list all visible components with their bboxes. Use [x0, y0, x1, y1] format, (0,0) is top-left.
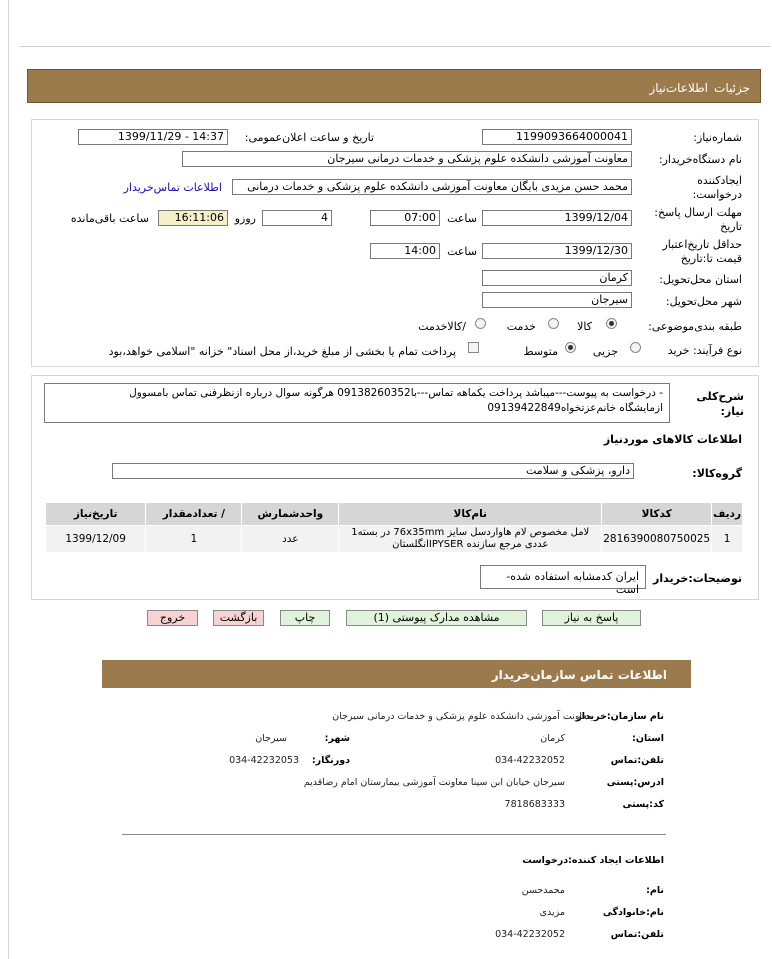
- contact-address-label: ادرس‌:پستی: [606, 777, 664, 788]
- category-label: طبقه بندی‌موضوعی:: [648, 320, 742, 333]
- creator-phone-label: تلفن‌:تماس: [610, 929, 664, 940]
- contact-city-label: شهر:: [324, 733, 350, 744]
- category-service-label: خدمت: [506, 320, 536, 333]
- buyer-notes-box: ایران کدمشابه استفاده شده-است: [480, 565, 646, 589]
- need-number-label: شماره‌نیاز:: [693, 131, 742, 144]
- creator-name-value: محمدحسن: [521, 885, 565, 896]
- table-row: [46, 526, 743, 553]
- remaining-time-field: 16:11:06: [158, 210, 228, 226]
- cell-name-line-1: لامل مخصوص لام هاواردسل سایز 76x35mm در بسته1: [351, 527, 590, 538]
- contact-fax-label: دورنگار:: [311, 755, 350, 766]
- days-field: 4: [262, 210, 332, 226]
- goods-group-label: گروه‌کالا:: [692, 467, 742, 480]
- cell-qty: 1: [146, 526, 242, 553]
- category-goods-label: کالا: [577, 320, 592, 333]
- price-valid-time-label: ساعت: [447, 245, 477, 258]
- contact-postal-label: کد:پستی: [622, 799, 664, 810]
- col-date: تاریخ‌نیاز: [46, 503, 146, 526]
- buyer-org-field: معاونت آموزشی دانشکده علوم پزشکی و خدمات درمانی سیرجان: [182, 151, 632, 167]
- treasury-payment-note: پرداخت تمام یا بخشی از مبلغ خرید،از محل اسناد" خزانه "اسلامی خواهد،بود: [108, 345, 456, 358]
- left-border-line: [8, 0, 9, 959]
- reply-to-need-button[interactable]: پاسخ به نیاز: [542, 610, 641, 626]
- org-name-label: نام سازمان:خریدار: [576, 711, 664, 722]
- reply-date-field: 1399/12/04: [482, 210, 632, 226]
- category-service-radio[interactable]: [548, 318, 559, 329]
- contact-fax-value: 034-42232053: [229, 755, 299, 766]
- cell-name: [339, 526, 602, 553]
- cell-date: 1399/12/09: [46, 526, 146, 553]
- contact-province-label: استان:: [632, 733, 664, 744]
- cell-row: 1: [712, 526, 743, 553]
- process-type-label: نوع فرآیند: خرید: [667, 344, 742, 357]
- contact-province-value: کرمان: [540, 733, 565, 744]
- org-name-value: معاونت آموزشی دانشکده علوم پزشکی و خدمات درمانی سیرجان: [332, 711, 592, 722]
- tab-details[interactable]: جزئیات: [714, 81, 750, 95]
- buyer-org-label: نام دستگاه‌خریدار:: [658, 153, 742, 166]
- items-table: [45, 502, 743, 553]
- creator-family-label: نام‌:خانوادگی: [602, 907, 664, 918]
- city-field: سیرجان: [482, 292, 632, 308]
- contact-address-value: سیرجان خیابان ابن سینا معاونت آموزشی بیمارستان امام رضاقدیم: [303, 777, 565, 788]
- creator-info-title: اطلاعات ایجاد کننده:درخواست: [522, 855, 664, 866]
- process-partial-radio[interactable]: [630, 342, 641, 353]
- description-label-2: نیاز:: [720, 405, 744, 418]
- announce-date-label: تاریخ و ساعت اعلان‌عمومی:: [244, 131, 374, 144]
- price-valid-label-1: حداقل تاریخ‌اعتبار: [662, 238, 742, 251]
- col-qty: / تعدادمقدار: [146, 503, 242, 526]
- back-button[interactable]: بازگشت: [213, 610, 264, 626]
- announce-date-field: 1399/11/29 - 14:37: [78, 129, 228, 145]
- contact-city-value: سیرجان: [255, 733, 287, 744]
- category-both-radio[interactable]: [475, 318, 486, 329]
- exit-button[interactable]: خروج: [147, 610, 198, 626]
- col-name: نام‌کالا: [339, 503, 602, 526]
- items-section-title: اطلاعات کالاهای موردنیاز: [603, 433, 742, 446]
- creator-label-1: ایجادکننده: [697, 174, 742, 187]
- cell-unit: عدد: [242, 526, 339, 553]
- contact-divider: [122, 834, 666, 835]
- creator-phone-value: 034-42232052: [495, 929, 565, 940]
- reply-deadline-label-2: تاریخ: [720, 220, 742, 233]
- page-header-bar: [27, 69, 761, 103]
- description-line-1: - درخواست به پیوست---میباشد پرداخت یکماهه تماس---با09138260352 هرگونه سوال درباره ازنظرفنی تماس بامسوول: [129, 387, 663, 399]
- creator-label-2: درخواست:: [692, 188, 742, 201]
- top-divider: [20, 46, 770, 47]
- process-medium-radio[interactable]: [565, 342, 576, 353]
- items-table-header: [46, 503, 743, 526]
- cell-code: 2816390080750025: [602, 526, 712, 553]
- view-attachments-button[interactable]: مشاهده مدارک پیوستی (1): [346, 610, 527, 626]
- description-box: [44, 383, 670, 423]
- contact-phone-label: تلفن‌:تماس: [610, 755, 664, 766]
- days-label: روزو: [234, 212, 256, 225]
- category-goods-radio[interactable]: [606, 318, 617, 329]
- col-code: کدکالا: [602, 503, 712, 526]
- remaining-time-label: ساعت باقی‌مانده: [70, 212, 149, 225]
- reply-time-label: ساعت: [447, 212, 477, 225]
- cell-name-line-2: عددی مرجع سازنده IPYSERانگلستان: [392, 539, 549, 550]
- description-line-2: ازمایشگاه خانم‌عزتخواه09139422849: [487, 402, 663, 414]
- price-valid-date-field: 1399/12/30: [482, 243, 632, 259]
- buyer-notes-label: توضیحات:خریدار: [652, 572, 742, 585]
- print-button[interactable]: چاپ: [280, 610, 330, 626]
- reply-time-field: 07:00: [370, 210, 440, 226]
- creator-field: محمد حسن مزیدی بایگان معاونت آموزشی دانشکده علوم پزشکی و خدمات درمانی: [232, 179, 632, 195]
- contact-postal-value: 7818683333: [504, 799, 565, 810]
- process-medium-label: متوسط: [523, 345, 558, 358]
- price-valid-time-field: 14:00: [370, 243, 440, 259]
- tab-need-info[interactable]: اطلاعات‌نیاز: [649, 81, 708, 95]
- contact-phone-value: 034-42232052: [495, 755, 565, 766]
- city-label: شهر محل‌تحویل:: [665, 295, 742, 308]
- creator-name-label: نام:: [646, 885, 664, 896]
- buyer-contact-bar: [102, 660, 691, 688]
- col-unit: واحدشمارش: [242, 503, 339, 526]
- treasury-payment-checkbox[interactable]: [468, 342, 479, 353]
- creator-family-value: مزیدی: [539, 907, 565, 918]
- need-number-field: 1199093664000041: [482, 129, 632, 145]
- province-label: استان محل‌تحویل:: [659, 273, 742, 286]
- description-label-1: شرح‌کلی: [696, 390, 744, 403]
- province-field: کرمان: [482, 270, 632, 286]
- buyer-contact-title: اطلاعات تماس سازمان‌خریدار: [491, 668, 667, 682]
- buyer-contact-link[interactable]: اطلاعات تماس‌خریدار: [123, 181, 222, 194]
- col-row: ردیف: [712, 503, 743, 526]
- goods-group-field: دارو، پزشکی و سلامت: [112, 463, 634, 479]
- reply-deadline-label-1: مهلت ارسال پاسخ:: [654, 206, 742, 219]
- category-both-label: /کالاخدمت: [418, 320, 466, 333]
- price-valid-label-2: قیمت تا:تاریخ: [680, 252, 742, 265]
- process-partial-label: جزیی: [592, 345, 618, 358]
